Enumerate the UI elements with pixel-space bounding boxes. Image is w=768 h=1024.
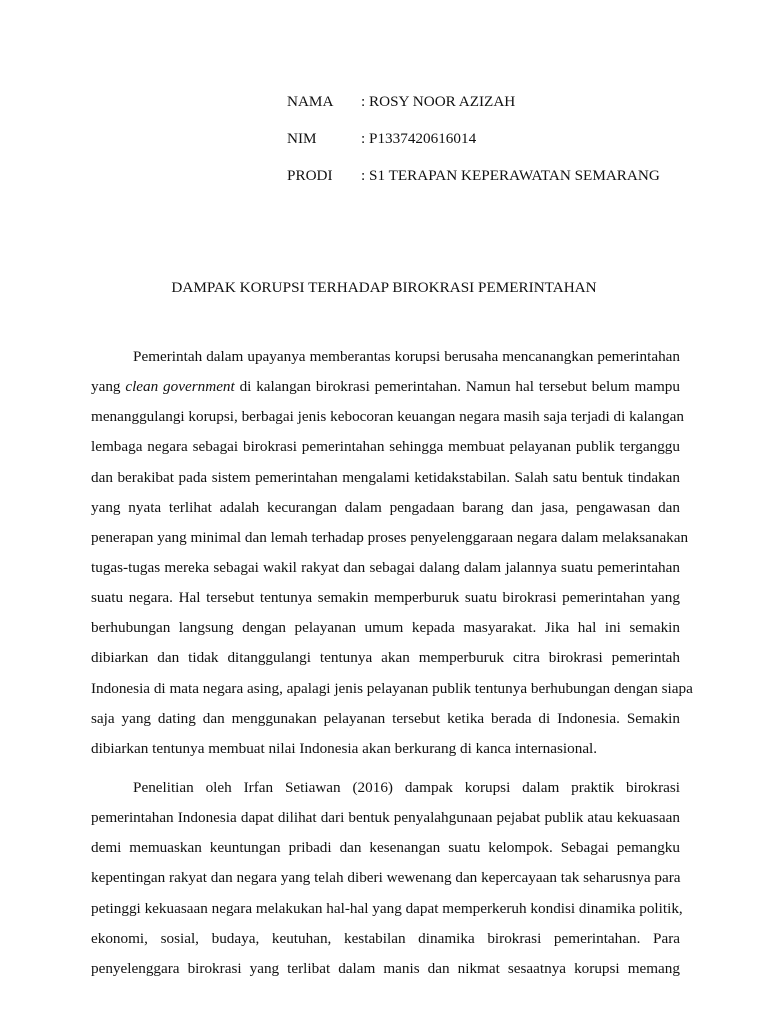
text-line: suatu negara. Hal tersebut tentunya semakin memperburuk suatu birokrasi pemerintahan yang [91, 589, 680, 607]
text-line [91, 376, 680, 406]
text-line: Indonesia di mata negara asing, apalagi jenis pelayanan publik tentunya berhubungan dengan siapa [91, 679, 693, 697]
identity-label: PRODI [287, 167, 333, 184]
text-line: dan berakibat pada sistem pemerintahan mengalami ketidakstabilan. Salah satu bentuk tindakan [91, 468, 680, 486]
italic-term: clean government [125, 378, 235, 396]
identity-label: NIM [287, 130, 317, 147]
text-line: demi memuaskan keuntungan pribadi dan kesenangan suatu kelompok. Sebagai pemangku [91, 839, 680, 857]
text-line: penerapan yang minimal dan lemah terhadap proses penyelenggaraan negara dalam melaksanakan [91, 528, 689, 546]
paragraph [91, 346, 693, 768]
text-span: di kalangan birokrasi pemerintahan. Namun hal tersebut belum mampu [234, 378, 680, 396]
identity-row-nim [287, 128, 660, 165]
text-line: tugas-tugas mereka sebagai wakil rakyat dan sebagai dalang dalam jalannya suatu pemerintahan [91, 558, 680, 576]
text-line: petinggi kekuasaan negara melakukan hal-hal yang dapat memperkeruh kondisi dinamika politik, [91, 899, 683, 917]
text-line: kepentingan rakyat dan negara yang telah diberi wewenang dan kepercayaan tak seharusnya para [91, 869, 681, 887]
text-line: penyelenggara birokrasi yang terlibat dalam manis dan nikmat sesaatnya korupsi memang [91, 959, 680, 977]
text-line: ekonomi, sosial, budaya, keutuhan, kestabilan dinamika birokrasi pemerintahan. Para [91, 929, 680, 947]
text-line: yang nyata terlihat adalah kecurangan dalam pengadaan barang dan jasa, pengawasan dan [91, 498, 680, 516]
text-line: dibiarkan tentunya membuat nilai Indonesia akan berkurang di kanca internasional. [91, 739, 598, 757]
document-title: DAMPAK KORUPSI TERHADAP BIROKRASI PEMERINTAHAN [171, 279, 597, 296]
text-span: yang [91, 378, 126, 396]
text-line: pemerintahan Indonesia dapat dilihat dari bentuk penyalahgunaan pejabat publik atau kekuasaan [91, 809, 680, 827]
identity-value: : ROSY NOOR AZIZAH [361, 93, 516, 110]
identity-value: : S1 TERAPAN KEPERAWATAN SEMARANG [361, 167, 660, 184]
text-line: Pemerintah dalam upayanya memberantas korupsi berusaha mencanangkan pemerintahan [133, 348, 680, 365]
identity-value: : P1337420616014 [361, 130, 477, 147]
identity-row-name [287, 91, 660, 128]
identity-row-prodi [287, 165, 660, 202]
text-line: dibiarkan dan tidak ditanggulangi tentunya akan memperburuk citra birokrasi pemerintah [91, 649, 680, 667]
text-line: berhubungan langsung dengan pelayanan umum kepada masyarakat. Jika hal ini semakin [91, 619, 680, 637]
paragraph [91, 777, 683, 988]
text-line: Penelitian oleh Irfan Setiawan (2016) dampak korupsi dalam praktik birokrasi [133, 778, 680, 796]
document-body [91, 346, 693, 988]
text-line: menanggulangi korupsi, berbagai jenis kebocoran keuangan negara masih saja terjadi di kalangan [91, 408, 684, 426]
identity-label: NAMA [287, 93, 334, 110]
student-identity [287, 91, 660, 202]
paragraph-gap [91, 768, 680, 777]
text-line: saja yang dating dan menggunakan pelayanan tersebut ketika berada di Indonesia. Semakin [91, 709, 680, 727]
text-line: lembaga negara sebagai birokrasi pemerintahan sehingga membuat pelayanan publik terganggu [91, 438, 680, 456]
